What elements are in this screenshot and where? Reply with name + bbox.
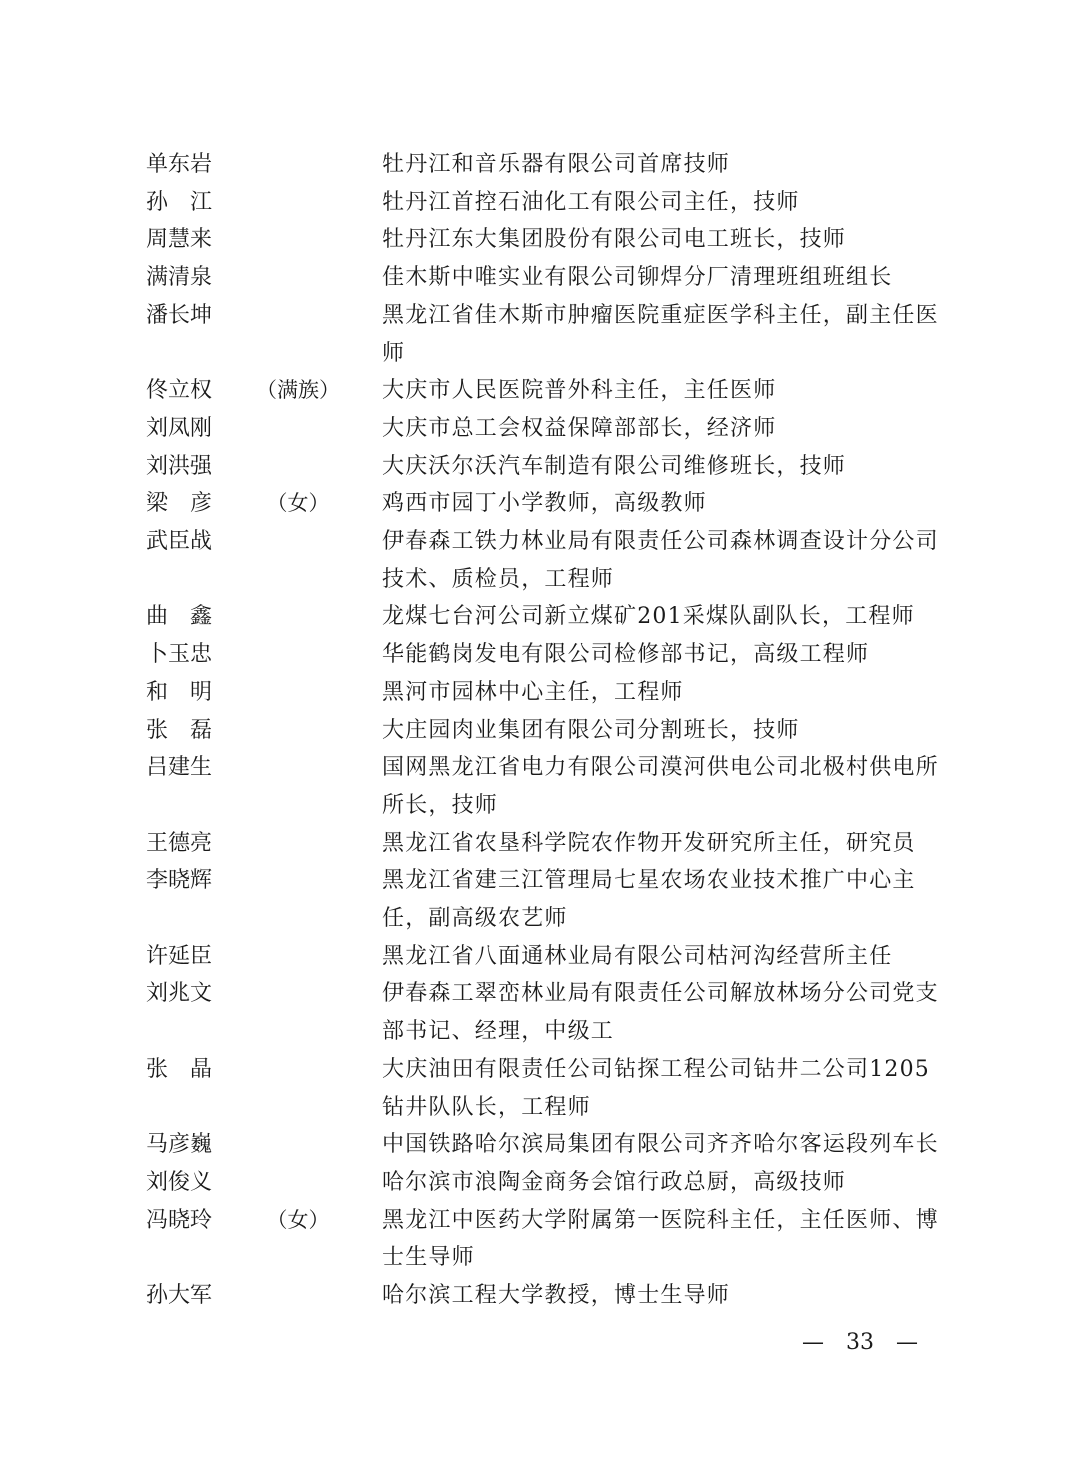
person-note: （女） (256, 1207, 330, 1232)
person-name: 满清泉 (146, 265, 213, 291)
person-title: 华能鹤岗发电有限公司检修部书记，高级工程师 (382, 642, 870, 668)
person-name: 单东岩 (146, 152, 213, 177)
person-title: 伊春森工翠峦林业局有限责任公司解放林场分公司党支部书记、经理，中级工 (382, 981, 939, 1045)
list-item (146, 448, 946, 486)
list-item (146, 1051, 946, 1126)
list-item (146, 297, 946, 372)
list-item (146, 938, 946, 976)
person-title: 大庆沃尔沃汽车制造有限公司维修班长，技师 (382, 453, 847, 479)
person-name: 王德亮 (146, 830, 213, 856)
list-item (146, 259, 946, 297)
list-item (146, 523, 946, 598)
person-title: 佳木斯中唯实业有限公司铆焊分厂清理班组班组长 (382, 265, 893, 291)
person-name: 周慧来 (146, 227, 213, 253)
person-title: 牡丹江东大集团股份有限公司电工班长，技师 (382, 227, 847, 253)
person-title: 黑龙江省农垦科学院农作物开发研究所主任，研究员 (382, 830, 916, 856)
list-item (146, 636, 946, 674)
list-item (146, 1202, 946, 1277)
person-name: 曲 鑫 (146, 604, 213, 630)
person-name: 梁 彦 (146, 491, 213, 517)
list-item (146, 975, 946, 1050)
list-item (146, 1277, 946, 1315)
list-item (146, 372, 946, 410)
page-number: — 33 — (802, 1330, 918, 1355)
list-item (146, 184, 946, 222)
list-item (146, 862, 946, 937)
person-name: 卜玉忠 (146, 642, 213, 668)
person-name: 吕建生 (146, 755, 213, 781)
list-item (146, 410, 946, 448)
list-item (146, 146, 946, 184)
person-title: 国网黑龙江省电力有限公司漠河供电公司北极村供电所所长，技师 (382, 755, 939, 818)
person-name: 佟立权 (146, 378, 213, 404)
list-item (146, 674, 946, 712)
person-name: 刘俊义 (146, 1169, 213, 1195)
person-name: 潘长坤 (146, 302, 213, 328)
person-title: 龙煤七台河公司新立煤矿201采煤队副队长，工程师 (382, 604, 915, 630)
person-name: 冯晓玲 (146, 1207, 213, 1233)
person-name: 刘兆文 (146, 981, 213, 1007)
person-name: 张 磊 (146, 717, 213, 743)
list-item (146, 712, 946, 750)
list-item (146, 485, 946, 523)
person-title: 大庆油田有限责任公司钻探工程公司钻井二公司1205钻井队队长，工程师 (382, 1056, 930, 1120)
person-name: 马彦巍 (146, 1132, 213, 1158)
person-note: （满族） (256, 378, 340, 403)
person-title: 大庄园肉业集团有限公司分割班长，技师 (382, 717, 800, 743)
list-item (146, 1164, 946, 1202)
person-name: 孙 江 (146, 189, 213, 215)
person-title: 伊春森工铁力林业局有限责任公司森林调查设计分公司技术、质检员，工程师 (382, 529, 939, 592)
person-name: 张 晶 (146, 1056, 213, 1082)
person-name: 刘洪强 (146, 453, 213, 479)
person-name: 武臣战 (146, 529, 213, 555)
list-item (146, 221, 946, 259)
person-title: 鸡西市园丁小学教师，高级教师 (382, 491, 707, 517)
list-item (146, 1126, 946, 1164)
person-title: 黑龙江中医药大学附属第一医院科主任，主任医师、博士生导师 (382, 1207, 939, 1271)
person-title: 黑龙江省八面通林业局有限公司枯河沟经营所主任 (382, 943, 893, 969)
person-title: 大庆市总工会权益保障部部长，经济师 (382, 415, 777, 441)
person-note: （女） (256, 491, 330, 516)
person-name: 李晓辉 (146, 868, 213, 894)
person-name: 刘凤刚 (146, 415, 213, 441)
person-name: 和 明 (146, 679, 213, 705)
person-title: 牡丹江和音乐器有限公司首席技师 (382, 152, 731, 177)
person-name: 孙大军 (146, 1283, 213, 1309)
person-title: 中国铁路哈尔滨局集团有限公司齐齐哈尔客运段列车长 (382, 1132, 939, 1158)
person-name: 许延臣 (146, 943, 213, 969)
honoree-list (146, 146, 946, 1315)
list-item (146, 825, 946, 863)
person-title: 黑河市园林中心主任，工程师 (382, 679, 684, 705)
list-item (146, 598, 946, 636)
person-title: 黑龙江省佳木斯市肿瘤医院重症医学科主任，副主任医师 (382, 302, 939, 366)
person-title: 大庆市人民医院普外科主任，主任医师 (382, 378, 777, 404)
list-item (146, 749, 946, 824)
person-title: 牡丹江首控石油化工有限公司主任，技师 (382, 189, 800, 215)
person-title: 哈尔滨工程大学教授，博士生导师 (382, 1283, 731, 1309)
person-title: 黑龙江省建三江管理局七星农场农业技术推广中心主任，副高级农艺师 (382, 868, 916, 932)
person-title: 哈尔滨市浪陶金商务会馆行政总厨，高级技师 (382, 1169, 847, 1195)
